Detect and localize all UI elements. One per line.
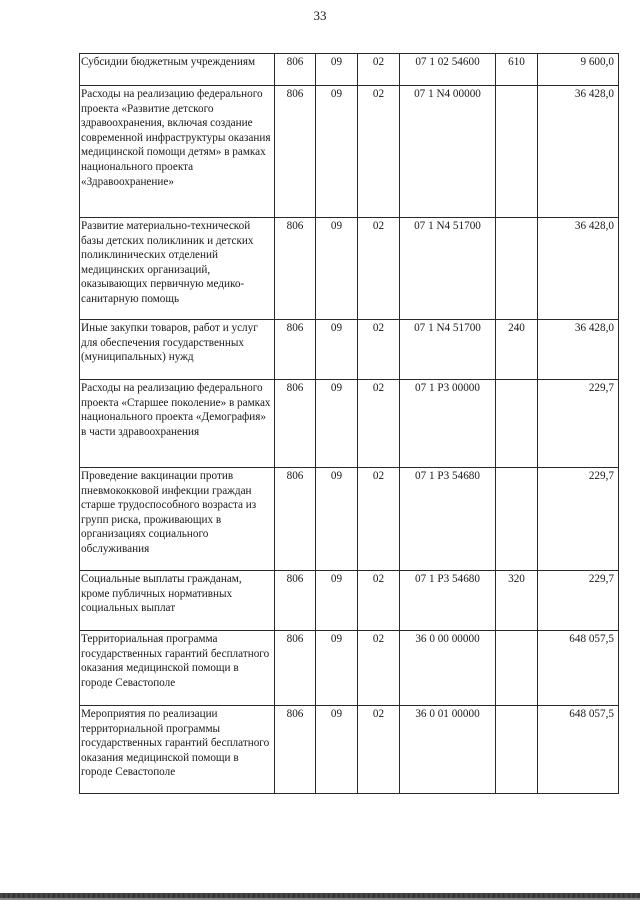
cell-expense-type — [496, 86, 538, 218]
cell-amount: 648 057,5 — [538, 706, 619, 794]
cell-name: Иные закупки товаров, работ и услуг для обеспечения государственных (муниципальных) нужд — [80, 320, 275, 380]
cell-ministry: 806 — [275, 468, 316, 571]
table-row — [80, 380, 619, 468]
cell-subsection: 02 — [358, 571, 400, 631]
cell-section: 09 — [316, 631, 358, 706]
cell-expense-type: 320 — [496, 571, 538, 631]
cell-expense-type: 240 — [496, 320, 538, 380]
cell-amount: 229,7 — [538, 380, 619, 468]
cell-name: Расходы на реализацию федерального проекта «Развитие детского здравоохранения, включая создание современной инфраструктуры оказания медицинской помощи детям» в рамках национального проекта «Здравоохранение» — [80, 86, 275, 218]
cell-section: 09 — [316, 320, 358, 380]
cell-name: Субсидии бюджетным учреждениям — [80, 54, 275, 86]
cell-subsection: 02 — [358, 86, 400, 218]
cell-name: Мероприятия по реализации территориальной программы государственных гарантий бесплатного оказания медицинской помощи в городе Севастополе — [80, 706, 275, 794]
cell-target-article: 07 1 P3 54680 — [400, 571, 496, 631]
table-row — [80, 218, 619, 320]
cell-subsection: 02 — [358, 631, 400, 706]
cell-section: 09 — [316, 218, 358, 320]
cell-subsection: 02 — [358, 706, 400, 794]
table-row — [80, 571, 619, 631]
cell-expense-type — [496, 218, 538, 320]
page-number: 33 — [313, 8, 327, 23]
cell-ministry: 806 — [275, 320, 316, 380]
scan-edge-line — [0, 898, 640, 900]
cell-target-article: 07 1 P3 00000 — [400, 380, 496, 468]
cell-name: Территориальная программа государственных гарантий бесплатного оказания медицинской помощи в городе Севастополе — [80, 631, 275, 706]
cell-amount: 36 428,0 — [538, 86, 619, 218]
cell-target-article: 07 1 P3 54680 — [400, 468, 496, 571]
cell-amount: 9 600,0 — [538, 54, 619, 86]
table-row — [80, 706, 619, 794]
cell-subsection: 02 — [358, 54, 400, 86]
cell-target-article: 36 0 00 00000 — [400, 631, 496, 706]
cell-target-article: 07 1 N4 00000 — [400, 86, 496, 218]
cell-subsection: 02 — [358, 468, 400, 571]
cell-expense-type — [496, 706, 538, 794]
cell-name: Проведение вакцинации против пневмококковой инфекции граждан старше трудоспособного возраста из групп риска, проживающих в организациях социального обслуживания — [80, 468, 275, 571]
cell-ministry: 806 — [275, 631, 316, 706]
table-row — [80, 54, 619, 86]
cell-name: Социальные выплаты гражданам, кроме публичных нормативных социальных выплат — [80, 571, 275, 631]
cell-ministry: 806 — [275, 706, 316, 794]
cell-target-article: 36 0 01 00000 — [400, 706, 496, 794]
cell-section: 09 — [316, 54, 358, 86]
cell-amount: 648 057,5 — [538, 631, 619, 706]
cell-ministry: 806 — [275, 380, 316, 468]
table-row — [80, 320, 619, 380]
cell-name: Развитие материально-технической базы детских поликлиник и детских поликлинических отделений медицинских организаций, оказывающих первичную медико-санитарную помощь — [80, 218, 275, 320]
cell-name: Расходы на реализацию федерального проекта «Старшее поколение» в рамках национального проекта «Демография» в части здравоохранения — [80, 380, 275, 468]
cell-expense-type — [496, 468, 538, 571]
cell-amount: 229,7 — [538, 468, 619, 571]
cell-amount: 229,7 — [538, 571, 619, 631]
cell-expense-type: 610 — [496, 54, 538, 86]
cell-subsection: 02 — [358, 380, 400, 468]
cell-section: 09 — [316, 468, 358, 571]
cell-subsection: 02 — [358, 320, 400, 380]
cell-target-article: 07 1 N4 51700 — [400, 218, 496, 320]
cell-ministry: 806 — [275, 54, 316, 86]
table-row — [80, 631, 619, 706]
cell-section: 09 — [316, 706, 358, 794]
cell-amount: 36 428,0 — [538, 218, 619, 320]
cell-ministry: 806 — [275, 86, 316, 218]
cell-target-article: 07 1 N4 51700 — [400, 320, 496, 380]
cell-amount: 36 428,0 — [538, 320, 619, 380]
cell-expense-type — [496, 380, 538, 468]
cell-ministry: 806 — [275, 218, 316, 320]
budget-table — [79, 53, 619, 794]
cell-section: 09 — [316, 86, 358, 218]
table-row — [80, 468, 619, 571]
cell-subsection: 02 — [358, 218, 400, 320]
cell-ministry: 806 — [275, 571, 316, 631]
table-row — [80, 86, 619, 218]
cell-section: 09 — [316, 571, 358, 631]
cell-target-article: 07 1 02 54600 — [400, 54, 496, 86]
cell-expense-type — [496, 631, 538, 706]
cell-section: 09 — [316, 380, 358, 468]
